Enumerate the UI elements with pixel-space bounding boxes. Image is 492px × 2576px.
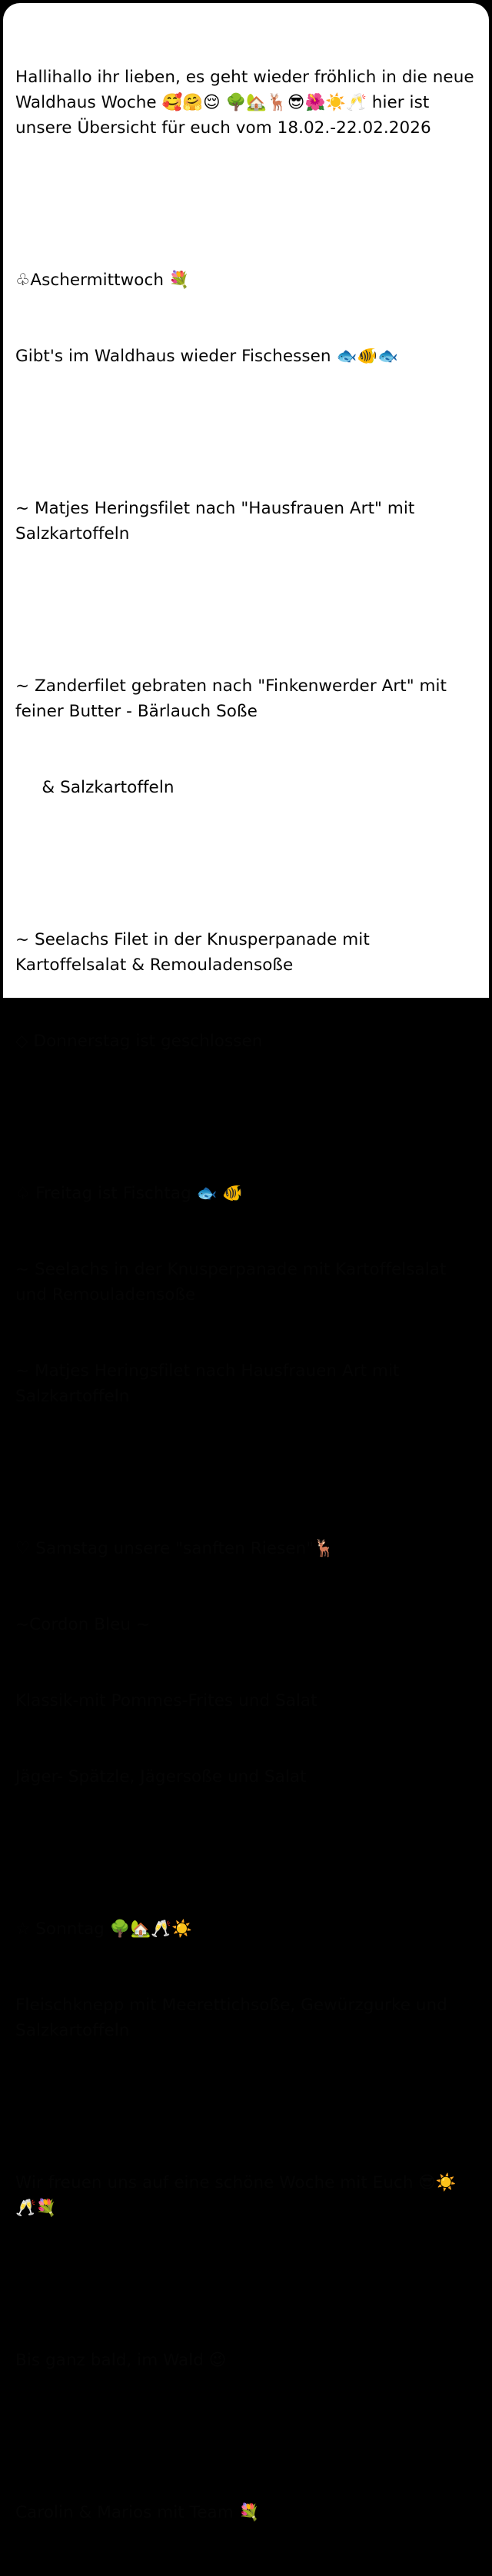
post-paragraph-spacer <box>15 2272 477 2297</box>
post-paragraph: ♧Aschermittwoch 💐 <box>15 271 190 290</box>
post-signature: Carolin & Marios mit Team 💐 <box>15 2503 260 2522</box>
post-paragraph: ♤ Freitag ist Fischtag 🐟 🐠 <box>15 1184 244 1203</box>
post-paragraph: Fleischknepp mit Meerettichsoße, Gewürzgurke und Salzkartoffeln <box>15 1996 453 2040</box>
post-paragraph: Gibt's im Waldhaus wieder Fischessen 🐟🐠🐟 <box>15 347 398 366</box>
post-paragraph-spacer <box>15 597 477 623</box>
post-paragraph: ~ Zanderfilet gebraten nach "Finkenwerder Art" mit feiner Butter - Bärlauch Soße <box>15 676 452 721</box>
post-paragraph-spacer <box>15 191 477 217</box>
post-paragraph: ☆ Sonntag 🌳🏡🥂☀️ <box>15 1920 193 1939</box>
post-text-body <box>15 14 480 2576</box>
post-paragraph-spacer <box>15 1105 477 1130</box>
post-paragraph: ~ Matjes Heringsfilet nach Hausfrauen Art mit Salzkartoffeln <box>15 1361 405 1406</box>
post-paragraph: ◇ Donnerstag ist geschlossen <box>15 1032 263 1051</box>
post-paragraph: ~ Seelachs Filet in der Knusperpanade mit Kartoffelsalat & Remouladensoße <box>15 930 375 975</box>
post-card <box>3 3 489 2522</box>
post-paragraph: Bis ganz bald, im Wald 😉 <box>15 2351 227 2370</box>
post-paragraph: ~ Matjes Heringsfilet nach "Hausfrauen Art" mit Salzkartoffeln <box>15 499 421 543</box>
post-paragraph: ~Cordon Bleu ~ <box>15 1615 151 1634</box>
post-paragraph: Wir freuen uns auf eine schöne Woche mit Euch 😎☀️🥂💐 <box>15 2173 457 2218</box>
post-paragraph: ♡ Samstag unsere "sanften Riesen"🦌 <box>15 1539 335 1558</box>
post-paragraph-spacer <box>15 2094 477 2119</box>
post-paragraph: & Salzkartoffeln <box>15 778 175 797</box>
post-paragraph-spacer <box>15 2424 477 2449</box>
post-paragraph-spacer <box>15 851 477 876</box>
post-paragraph: Klassik-mit Pommes-Frites und Salat <box>15 1691 317 1710</box>
post-paragraph-spacer <box>15 1840 477 1866</box>
post-paragraph: Jäger- Spätzle, Jägersoße und Salat <box>15 1767 307 1787</box>
post-paragraph-spacer <box>15 1460 477 1485</box>
post-paragraph: Hallihallo ihr lieben, es geht wieder fröhlich in die neue Waldhaus Woche 🥰🤗😌 🌳🏡🦌😎🌺☀️🥂 hier ist unsere Übersicht für euch vom 18.02.-22.02.2026 <box>15 68 480 138</box>
post-paragraph: ~ Seelachs in der Knusperpanade mit Kartoffelsalat und Remouladensoße <box>15 1260 452 1305</box>
post-paragraph-spacer <box>15 420 477 445</box>
